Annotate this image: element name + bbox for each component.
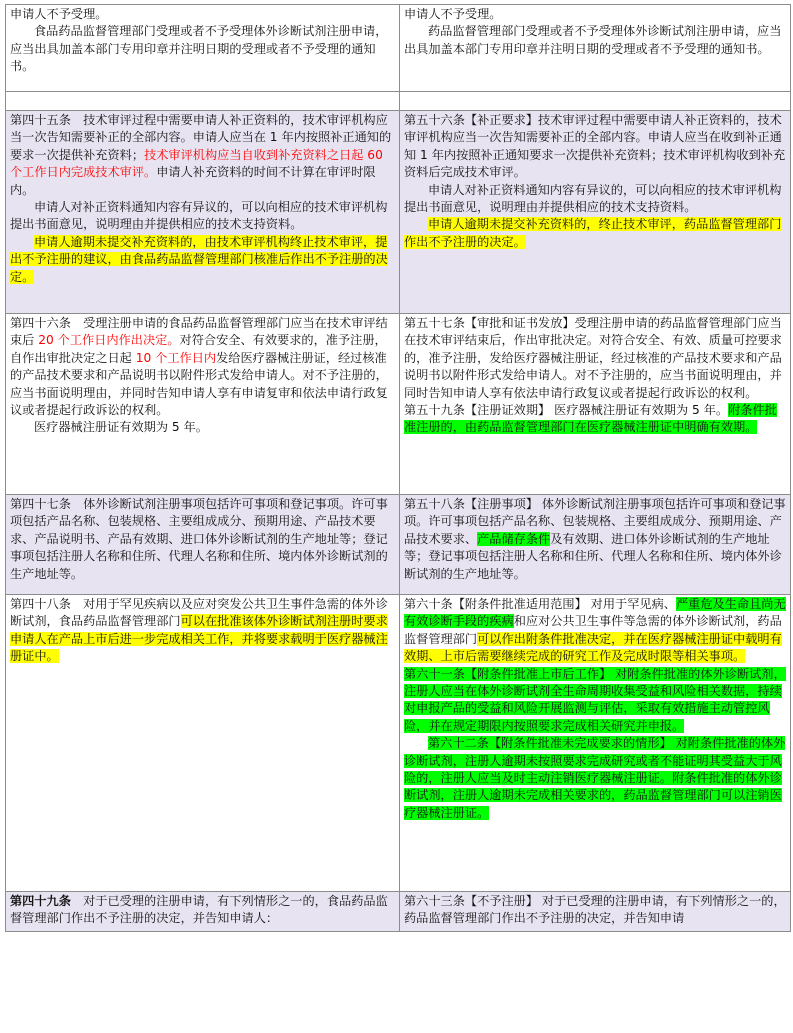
text-segment: 严重危及生命且尚无有效诊断手段的疾病 xyxy=(404,597,786,629)
text-segment: 可以在批准该体外诊断试剂注册时要求申请人在产品上市后进一步完成相关工作，并将要求载明于医疗器械注册证中。 xyxy=(10,614,388,664)
text-segment: 食品药品监督管理部门受理或者不予受理体外诊断试剂注册申请，应当出具加盖本部门专用印章并注明日期的受理或者不予受理的通知书。 xyxy=(10,24,388,74)
old-article-cell xyxy=(6,111,400,314)
new-article-cell xyxy=(400,5,791,92)
new-article-cell xyxy=(400,92,791,111)
text-segment: 药品监督管理部门受理或者不予受理体外诊断试剂注册申请，应当出具加盖本部门专用印章并注明日期的受理或者不予受理的通知书。 xyxy=(404,24,782,56)
text-segment: 附条件批准注册的，由药品监督管理部门在医疗器械注册证中明确有效期。 xyxy=(404,403,777,435)
old-article-cell xyxy=(6,892,400,932)
new-article-cell xyxy=(400,314,791,495)
article-paragraph xyxy=(404,402,786,437)
table-row xyxy=(6,111,791,314)
old-article-cell xyxy=(6,314,400,495)
article-paragraph xyxy=(404,596,786,666)
text-segment: 10 个工作日内 xyxy=(135,350,217,365)
table-row xyxy=(6,92,791,111)
text-segment: 和应对公共卫生事件等急需的体外诊断试剂，药品监督管理部门 xyxy=(404,614,782,646)
text-segment: 第五十七条【审批和证书发放】受理注册申请的药品监督管理部门应当在技术审评结束后，作出审批决定。对符合安全、有效、质量可控要求的，准予注册，发给医疗器械注册证，经过核准的产品技术要求和产品说明书以附件形式发给申请人。对不予注册的，应当书面说明理由，并同时告知申请人享有依法申请行政复议或者提起行政诉讼的权利。 xyxy=(404,316,782,400)
article-paragraph xyxy=(10,6,395,23)
text-segment: 20 个工作日内作出决定。 xyxy=(38,333,180,348)
article-paragraph xyxy=(10,596,395,666)
article-paragraph xyxy=(10,496,395,583)
text-segment: 第五十六条【补正要求】技术审评过程中需要申请人补正资料的，技术审评机构应当一次告知需要补正的全部内容。申请人应当在收到补正通知 1 年内按照补正通知要求一次提供补充资料；技术审评机构收到补充资料后完成技术审评。 xyxy=(404,113,786,180)
table-row xyxy=(6,314,791,495)
text-segment: 申请人逾期未提交补充资料的，由技术审评机构终止技术审评，提出不予注册的建议，由食品药品监督管理部门核准后作出不予注册的决定。 xyxy=(10,234,388,284)
text-segment: 申请人对补正资料通知内容有异议的，可以向相应的技术审评机构提出书面意见，说明理由并提供相应的技术支持资料。 xyxy=(10,200,388,232)
text-segment: 申请人逾期未提交补充资料的，终止技术审评，药品监督管理部门作出不予注册的决定。 xyxy=(404,217,782,249)
text-segment: 第五十八条【注册事项】 体外诊断试剂注册事项包括许可事项和登记事项。许可事项包括产品名称、包装规格、主要组成成分、预期用途、产品技术要求、 xyxy=(404,497,786,546)
old-article-cell xyxy=(6,595,400,892)
table-row xyxy=(6,892,791,932)
text-segment: 第四十五条 技术审评过程中需要申请人补正资料的，技术审评机构应当一次告知需要补正的全部内容。申请人应当在 1 年内按照补正通知的要求一次提供补充资料； xyxy=(10,113,392,162)
article-paragraph xyxy=(10,23,395,75)
text-segment: 及有效期、进口体外诊断试剂的生产地址等；登记事项包括注册人名称和住所、代理人名称和住所、境内体外诊断试剂的生产地址等。 xyxy=(404,531,782,581)
regulation-comparison-table xyxy=(5,4,791,932)
old-article-cell xyxy=(6,5,400,92)
old-article-cell xyxy=(6,495,400,595)
article-paragraph xyxy=(10,893,395,928)
article-paragraph xyxy=(404,216,786,251)
article-paragraph xyxy=(10,234,395,286)
article-paragraph xyxy=(404,112,786,182)
article-paragraph xyxy=(10,199,395,234)
article-paragraph xyxy=(404,735,786,822)
text-segment: 第六十三条【不予注册】 对于已受理的注册申请，有下列情形之一的，药品监督管理部门作出不予注册的决定，并告知申请 xyxy=(404,894,786,926)
text-segment: 第六十一条【附条件批准上市后工作】 对附条件批准的体外诊断试剂，注册人应当在体外诊断试剂全生命周期收集受益和风险相关数据，持续对申报产品的受益和风险开展监测与评估，采取有效措施主动管控风险，并在规定期限内按照要求完成相关研究并申报。 xyxy=(404,666,786,733)
table-row xyxy=(6,495,791,595)
new-article-cell xyxy=(400,595,791,892)
text-segment: 可以作出附条件批准决定，并在医疗器械注册证中载明有效期、上市后需要继续完成的研究工作及完成时限等相关事项。 xyxy=(404,631,782,664)
article-paragraph xyxy=(404,6,786,23)
text-segment: 第四十七条 体外诊断试剂注册事项包括许可事项和登记事项。许可事项包括产品名称、包装规格、主要组成成分、预期用途、产品技术要求、产品说明书、产品有效期、进口体外诊断试剂的生产地址等；登记事项包括注册人名称和住所、代理人名称和住所、境内体外诊断试剂的生产地址等。 xyxy=(10,497,388,581)
article-paragraph xyxy=(404,315,786,402)
table-row xyxy=(6,595,791,892)
text-segment: 第四十六条 受理注册申请的食品药品监督管理部门应当在技术审评结束后 xyxy=(10,316,388,348)
text-segment: 第四十九条 xyxy=(10,894,71,908)
text-segment: 第六十条【附条件批准适用范围】 对用于罕见病、 xyxy=(404,597,676,611)
article-paragraph xyxy=(404,496,786,583)
new-article-cell xyxy=(400,111,791,314)
text-segment: 产品储存条件 xyxy=(477,531,551,546)
new-article-cell xyxy=(400,495,791,595)
text-segment: 对符合安全、有效要求的，准予注册，自作出审批决定之日起 xyxy=(10,333,387,365)
text-segment: 申请人对补正资料通知内容有异议的，可以向相应的技术审评机构提出书面意见，说明理由并提供相应的技术支持资料。 xyxy=(404,182,782,215)
article-paragraph xyxy=(404,182,786,217)
text-segment: 发给医疗器械注册证，经过核准的产品技术要求和产品说明书以附件形式发给申请人。对不予注册的，应当书面说明理由，并同时告知申请人享有申请复审和依法申请行政复议或者提起行政诉讼的权利。 xyxy=(10,350,388,418)
article-paragraph xyxy=(10,315,395,419)
new-article-cell xyxy=(400,892,791,932)
text-segment: 技术审评机构应当自收到补充资料之日起 60 个工作日内完成技术审评。 xyxy=(10,147,383,180)
article-paragraph xyxy=(404,893,786,928)
text-segment: 申请人补充资料的时间不计算在审评时限内。 xyxy=(10,165,376,197)
old-article-cell xyxy=(6,92,400,111)
text-segment: 对于已受理的注册申请，有下列情形之一的，食品药品监督管理部门作出不予注册的决定，并告知申请人： xyxy=(10,894,388,926)
text-segment: 申请人不予受理。 xyxy=(404,7,502,21)
text-segment: 申请人不予受理。 xyxy=(10,7,108,21)
article-paragraph xyxy=(404,666,786,736)
text-segment: 第六十二条【附条件批准未完成要求的情形】 对附条件批准的体外诊断试剂，注册人逾期未按照要求完成研究或者不能证明其受益大于风险的，注册人应当及时主动注销医疗器械注册证。附条件批准的体外诊断试剂，注册人逾期未完成相关要求的，药品监督管理部门可以注销医疗器械注册证。 xyxy=(404,736,786,820)
text-segment: 第五十九条【注册证效期】 医疗器械注册证有效期为 5 年。 xyxy=(404,403,729,418)
article-paragraph xyxy=(10,419,395,436)
text-segment: 医疗器械注册证有效期为 5 年。 xyxy=(34,420,208,435)
table-row xyxy=(6,5,791,92)
text-segment: 第四十八条 对用于罕见疾病以及应对突发公共卫生事件急需的体外诊断试剂，食品药品监督管理部门 xyxy=(10,597,388,629)
article-paragraph xyxy=(404,23,786,58)
article-paragraph xyxy=(10,112,395,199)
